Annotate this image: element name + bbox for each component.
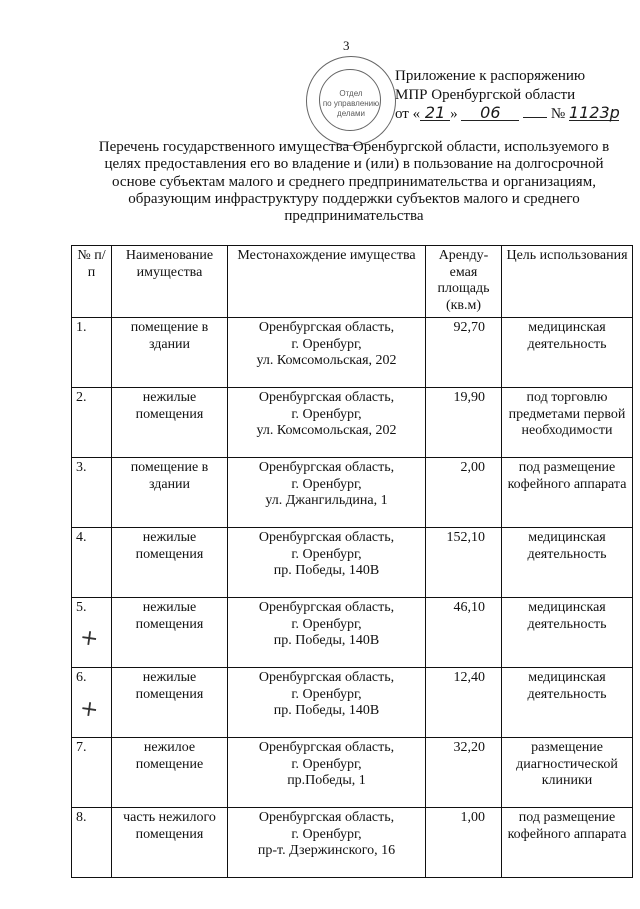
property-area: 32,20 bbox=[426, 738, 502, 808]
appendix-line-1: Приложение к распоряжению bbox=[395, 68, 586, 84]
header-area: Аренду-емая площадь (кв.м) bbox=[426, 246, 502, 318]
address-line: Оренбургская область, bbox=[258, 460, 395, 475]
address-line: Оренбургская область, bbox=[258, 810, 395, 825]
property-location bbox=[228, 808, 426, 878]
header-location: Местонахождение имущества bbox=[228, 246, 426, 318]
property-table bbox=[71, 245, 633, 878]
table-row bbox=[72, 458, 633, 528]
address-line: Оренбургская область, bbox=[258, 320, 395, 335]
row-number: 6. bbox=[72, 668, 112, 738]
address-line: г. Оренбург, bbox=[291, 546, 362, 562]
address-line: ул. Комсомольская, 202 bbox=[256, 423, 397, 438]
address-line: Оренбургская область, bbox=[258, 600, 395, 615]
property-location bbox=[228, 318, 426, 388]
stamp-text: Отдел по управлению делами bbox=[322, 89, 380, 118]
address-line: ул. Комсомольская, 202 bbox=[256, 353, 397, 368]
address-line: г. Оренбург, bbox=[291, 406, 362, 422]
table-row bbox=[72, 598, 633, 668]
table-row bbox=[72, 668, 633, 738]
table-header-row bbox=[72, 246, 633, 318]
property-purpose: размещение диагностической клиники bbox=[502, 738, 633, 808]
row-number: 7. bbox=[72, 738, 112, 808]
address-line: г. Оренбург, bbox=[291, 336, 362, 352]
property-location bbox=[228, 668, 426, 738]
property-area: 2,00 bbox=[426, 458, 502, 528]
table-row bbox=[72, 808, 633, 878]
date-day: 21 bbox=[420, 105, 450, 121]
property-location bbox=[228, 738, 426, 808]
property-name: нежилые помещения bbox=[112, 598, 228, 668]
property-area: 1,00 bbox=[426, 808, 502, 878]
property-name: часть нежилого помещения bbox=[112, 808, 228, 878]
property-name: помещение в здании bbox=[112, 458, 228, 528]
property-location bbox=[228, 528, 426, 598]
address-line: пр. Победы, 140В bbox=[273, 703, 380, 718]
property-area: 92,70 bbox=[426, 318, 502, 388]
header-name: Наименование имущества bbox=[112, 246, 228, 318]
property-name: нежилое помещение bbox=[112, 738, 228, 808]
property-purpose: медицинская деятельность bbox=[502, 598, 633, 668]
table-row bbox=[72, 528, 633, 598]
property-name: нежилые помещения bbox=[112, 668, 228, 738]
header-number: № п/п bbox=[72, 246, 112, 318]
row-number: 3. bbox=[72, 458, 112, 528]
number-prefix: № bbox=[550, 106, 566, 122]
row-number: 8. bbox=[72, 808, 112, 878]
property-location bbox=[228, 598, 426, 668]
table-row bbox=[72, 388, 633, 458]
property-location bbox=[228, 388, 426, 458]
property-area: 46,10 bbox=[426, 598, 502, 668]
document-number: 1123р bbox=[568, 103, 620, 122]
table-row bbox=[72, 318, 633, 388]
property-purpose: медицинская деятельность bbox=[502, 668, 633, 738]
date-mid: » bbox=[450, 106, 458, 122]
address-line: пр. Победы, 140В bbox=[273, 633, 380, 648]
appendix-line-2: МПР Оренбургской области bbox=[395, 87, 576, 103]
handwritten-mark: + bbox=[78, 695, 101, 724]
property-name: нежилые помещения bbox=[112, 388, 228, 458]
address-line: г. Оренбург, bbox=[291, 756, 362, 772]
property-purpose: под торговлю предметами первой необходимости bbox=[502, 388, 633, 458]
property-area: 12,40 bbox=[426, 668, 502, 738]
property-name: помещение в здании bbox=[112, 318, 228, 388]
address-line: г. Оренбург, bbox=[291, 826, 362, 842]
table-row bbox=[72, 738, 633, 808]
row-number: 2. bbox=[72, 388, 112, 458]
property-purpose: медицинская деятельность bbox=[502, 318, 633, 388]
property-area: 152,10 bbox=[426, 528, 502, 598]
address-line: Оренбургская область, bbox=[258, 530, 395, 545]
property-purpose: под размещение кофейного аппарата bbox=[502, 808, 633, 878]
row-number: 4. bbox=[72, 528, 112, 598]
address-line: Оренбургская область, bbox=[258, 740, 395, 755]
appendix-header bbox=[395, 67, 619, 124]
property-location bbox=[228, 458, 426, 528]
address-line: пр. Победы, 140В bbox=[273, 563, 380, 578]
row-number: 1. bbox=[72, 318, 112, 388]
official-stamp bbox=[306, 56, 396, 146]
page-number: 3 bbox=[343, 38, 350, 53]
row-number: 5. bbox=[72, 598, 112, 668]
address-line: Оренбургская область, bbox=[258, 670, 395, 685]
address-line: пр.Победы, 1 bbox=[287, 773, 366, 788]
header-purpose: Цель использования bbox=[502, 246, 633, 318]
property-purpose: медицинская деятельность bbox=[502, 528, 633, 598]
date-prefix: от « bbox=[395, 106, 421, 122]
document-title: Перечень государственного имущества Оренбургской области, используемого в целях предоставления его во владение и (или) в пользование на долгосрочной основе субъектам малого и среднего предпринимательства и организациям, образующим инфраструктуру поддержки субъектов малого и среднего предпринимательства bbox=[98, 139, 610, 225]
address-line: г. Оренбург, bbox=[291, 616, 362, 632]
address-line: пр-т. Дзержинского, 16 bbox=[257, 843, 396, 858]
handwritten-mark: + bbox=[78, 624, 101, 653]
date-month: 06 bbox=[461, 105, 519, 121]
address-line: ул. Джангильдина, 1 bbox=[265, 493, 388, 508]
property-area: 19,90 bbox=[426, 388, 502, 458]
address-line: Оренбургская область, bbox=[258, 390, 395, 405]
property-name: нежилые помещения bbox=[112, 528, 228, 598]
property-purpose: под размещение кофейного аппарата bbox=[502, 458, 633, 528]
address-line: г. Оренбург, bbox=[291, 476, 362, 492]
address-line: г. Оренбург, bbox=[291, 686, 362, 702]
appendix-date-number bbox=[395, 105, 619, 124]
